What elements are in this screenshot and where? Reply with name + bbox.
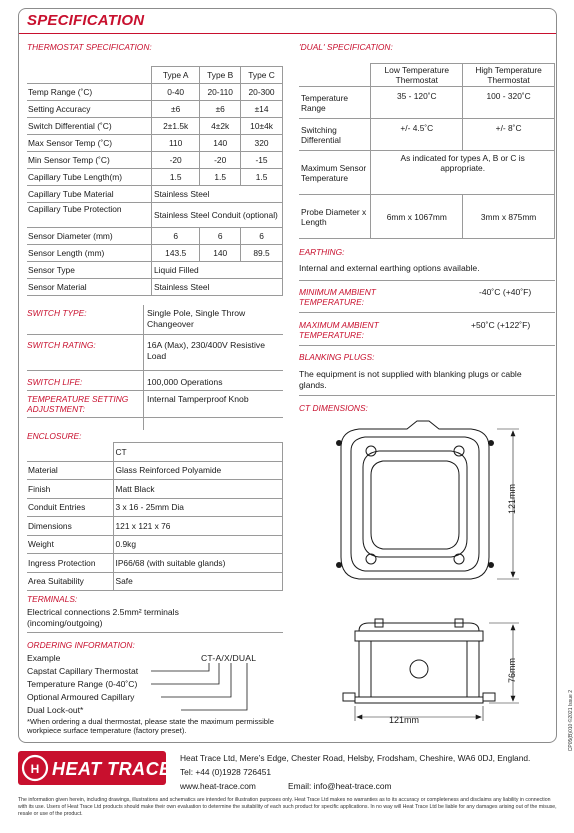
thermostat-spec-heading: THERMOSTAT SPECIFICATION: [27, 42, 152, 52]
min-ambient-heading: MINIMUM AMBIENT TEMPERATURE: [299, 287, 376, 308]
enclosure-table [27, 442, 283, 591]
dual-spec-heading: 'DUAL' SPECIFICATION: [299, 42, 393, 52]
document-code: CP05(B)010 ©2021 Issue 2 [568, 690, 574, 752]
col-type-a: Type A [152, 67, 200, 84]
terminals-heading: TERMINALS: [27, 594, 78, 604]
col-low-temp: Low Temperature Thermostat [371, 64, 463, 87]
blanking-heading: BLANKING PLUGS: [299, 352, 375, 362]
ordering-item-1: Capstat Capillary Thermostat [27, 666, 139, 676]
col-type-c: Type C [241, 67, 283, 84]
switch-life-heading: SWITCH LIFE: [27, 377, 83, 387]
ct-dimensions-heading: CT DIMENSIONS: [299, 403, 368, 413]
ordering-heading: ORDERING INFORMATION: [27, 640, 135, 650]
table-row: Ingress Protection IP66/68 (with suitable glands) [27, 554, 283, 573]
switch-life-value: 100,000 Operations [147, 377, 223, 387]
table-row: Temp Range (˚C) 0-40 20-110 20-300 [27, 84, 283, 101]
switch-type-heading: SWITCH TYPE: [27, 308, 87, 318]
table-row: Setting Accuracy ±6 ±6 ±14 [27, 101, 283, 118]
ordering-example-label: Example [27, 653, 61, 663]
ct-depth-label: 76mm [507, 657, 517, 683]
footer-tel: Tel: +44 (0)1928 726451 [180, 767, 272, 777]
table-row: Switching Differential +/- 4.5˚C +/- 8˚C [299, 119, 555, 151]
table-row: Sensor Material Stainless Steel [27, 279, 283, 296]
ct-width-label: 121mm [389, 715, 420, 725]
ordering-item-4: Dual Lock-out* [27, 705, 84, 715]
heat-trace-logo [18, 751, 172, 785]
table-row: Max Sensor Temp (˚C) 110 140 320 [27, 135, 283, 152]
temp-adjust-heading: TEMPERATURE SETTING ADJUSTMENT: [27, 394, 129, 415]
table-row: Switch Differential (˚C) 2±1.5k 4±2k 10±4k [27, 118, 283, 135]
logo-text: HEAT TRACE [52, 759, 172, 779]
blanking-text: The equipment is not supplied with blanking plugs or cable glands. [299, 369, 522, 390]
table-row: Dimensions 121 x 121 x 76 [27, 517, 283, 536]
temp-adjust-value: Internal Tamperproof Knob [147, 394, 249, 404]
switch-rating-value: 16A (Max), 230/400V Resistive Load [147, 340, 265, 361]
enclosure-col: CT [113, 443, 283, 462]
table-row: Area Suitability Safe [27, 572, 283, 591]
footer-disclaimer: The information given herein, including drawings, illustrations and schematics are intended for illustration purposes only. Heat Trace Ltd makes no warranties as to its accuracy or completeness and disclaims any liability in connection with its use. Users of Heat Trace Ltd products should make their own evaluation to determine the suitability of each such product for specific applications. In no way will Heat Trace Ltd be liable for any damages arising out of the misuse, resale or use of the product. [18, 797, 557, 817]
ordering-item-2: Temperature Range (0-40˚C) [27, 679, 138, 689]
svg-text:H: H [30, 762, 40, 776]
dual-spec-table [299, 63, 555, 239]
thermostat-spec-table [27, 66, 283, 296]
switch-rating-heading: SWITCH RATING: [27, 340, 96, 350]
earthing-text: Internal and external earthing options available. [299, 263, 480, 273]
footer-email[interactable]: Email: info@heat-trace.com [288, 781, 392, 791]
max-ambient-value: +50˚C (+122˚F) [471, 320, 531, 330]
table-row: Sensor Diameter (mm) 6 6 6 [27, 228, 283, 245]
title-bar [19, 9, 556, 34]
col-type-b: Type B [200, 67, 241, 84]
switch-section [27, 305, 283, 430]
table-row: Sensor Type Liquid Filled [27, 262, 283, 279]
table-row: Probe Diameter x Length 6mm x 1067mm 3mm x 875mm [299, 195, 555, 239]
enclosure-heading: ENCLOSURE: [27, 431, 82, 441]
col-high-temp: High Temperature Thermostat [463, 64, 555, 87]
switch-type-value: Single Pole, Single Throw Changeover [147, 308, 246, 329]
table-row: Temperature Range 35 - 120˚C 100 - 320˚C [299, 87, 555, 119]
footer-address: Heat Trace Ltd, Mere’s Edge, Chester Road, Helsby, Frodsham, Cheshire, WA6 0DJ, England. [180, 753, 531, 763]
table-row: Capillary Tube Protection Stainless Steel Conduit (optional) [27, 203, 283, 228]
footer-web[interactable]: www.heat-trace.com [180, 781, 256, 791]
table-row: Min Sensor Temp (˚C) -20 -20 -15 [27, 152, 283, 169]
table-row: Finish Matt Black [27, 480, 283, 499]
table-row: Conduit Entries 3 x 16 - 25mm Dia [27, 498, 283, 517]
earthing-heading: EARTHING: [299, 247, 345, 257]
ordering-item-3: Optional Armoured Capillary [27, 692, 135, 702]
max-ambient-heading: MAXIMUM AMBIENT TEMPERATURE: [299, 320, 379, 341]
page-title: SPECIFICATION [27, 12, 145, 29]
table-row: Maximum Sensor Temperature As indicated for types A, B or C is appropriate. [299, 151, 555, 195]
spec-sheet-frame [18, 8, 557, 743]
table-row: Sensor Length (mm) 143.5 140 89.5 [27, 245, 283, 262]
min-ambient-value: -40˚C (+40˚F) [479, 287, 532, 297]
table-row: Weight 0.9kg [27, 535, 283, 554]
ordering-code-connectors [149, 661, 269, 715]
table-row: Material Glass Reinforced Polyamide [27, 461, 283, 480]
ct-height-label: 121mm [507, 483, 517, 514]
ordering-code: CT-A/X/DUAL [201, 653, 257, 663]
table-row: Capillary Tube Length(m) 1.5 1.5 1.5 [27, 169, 283, 186]
table-row: Capillary Tube Material Stainless Steel [27, 186, 283, 203]
ordering-note: *When ordering a dual thermostat, please state the maximum permissible workpiece surface temperature (factory preset). [27, 717, 274, 736]
terminals-text: Electrical connections 2.5mm² terminals (incoming/outgoing) [27, 607, 179, 628]
